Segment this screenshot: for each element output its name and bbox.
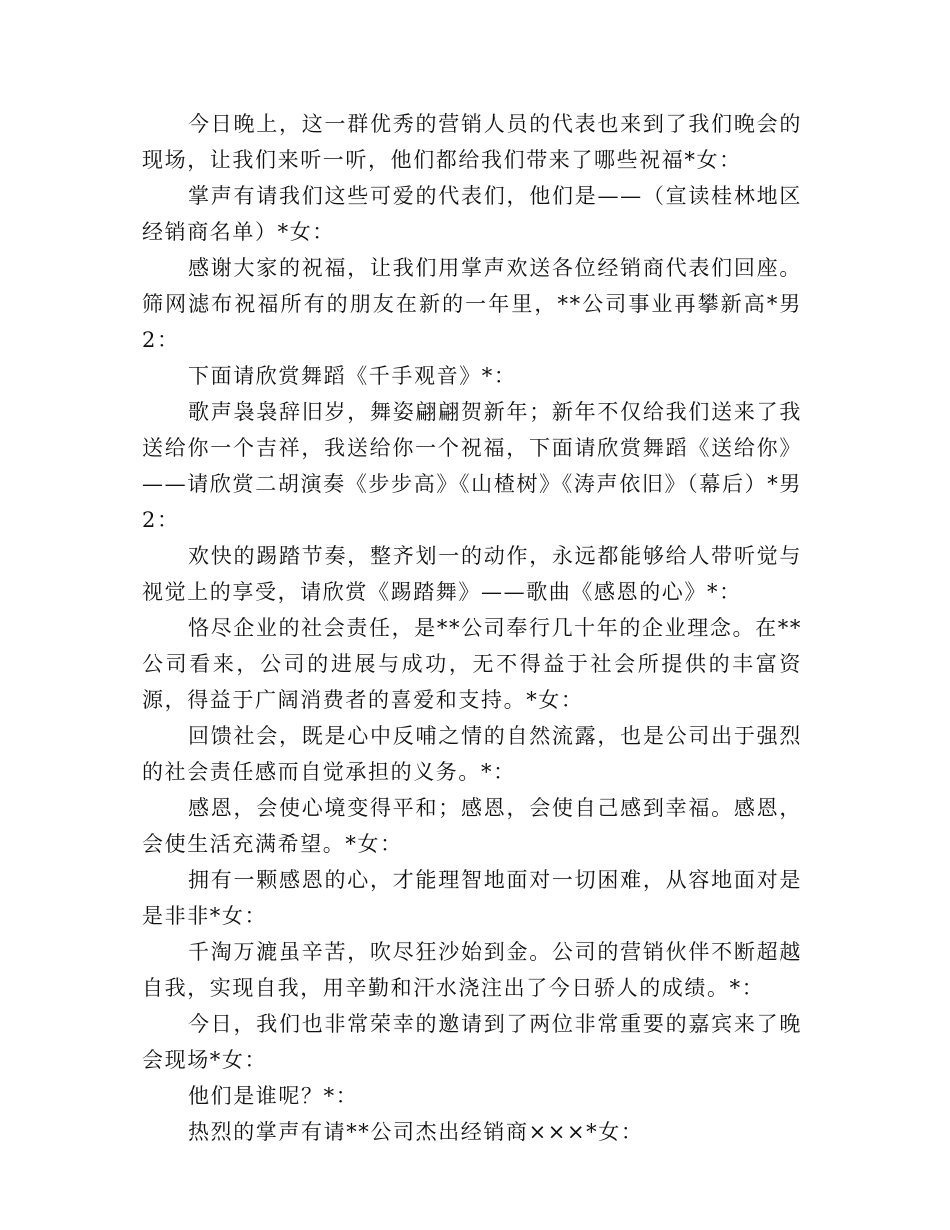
paragraph: 今日，我们也非常荣幸的邀请到了两位非常重要的嘉宾来了晚会现场*女： xyxy=(142,1012,802,1072)
paragraph: 掌声有请我们这些可爱的代表们，他们是——（宣读桂林地区经销商名单）*女： xyxy=(142,184,802,244)
paragraph: 歌声袅袅辞旧岁，舞姿翩翩贺新年；新年不仅给我们送来了我送给你一个吉祥，我送给你一个祝福，下面请欣赏舞蹈《送给你》——请欣赏二胡演奏《步步高》《山楂树》《涛声依旧》（幕后）*男2： xyxy=(142,400,802,532)
paragraph: 今日晚上，这一群优秀的营销人员的代表也来到了我们晚会的现场，让我们来听一听，他们都给我们带来了哪些祝福*女： xyxy=(142,112,802,172)
paragraph: 恪尽企业的社会责任，是**公司奉行几十年的企业理念。在**公司看来，公司的进展与成功，无不得益于社会所提供的丰富资源，得益于广阔消费者的喜爱和支持。*女： xyxy=(142,616,802,712)
paragraph: 感谢大家的祝福，让我们用掌声欢送各位经销商代表们回座。筛网滤布祝福所有的朋友在新的一年里，**公司事业再攀新高*男2： xyxy=(142,256,802,352)
document-body xyxy=(142,106,802,1150)
paragraph: 拥有一颗感恩的心，才能理智地面对一切困难，从容地面对是是非非*女： xyxy=(142,868,802,928)
paragraph: 热烈的掌声有请**公司杰出经销商×××*女： xyxy=(188,1120,644,1144)
paragraph: 欢快的踢踏节奏，整齐划一的动作，永远都能够给人带听觉与视觉上的享受，请欣赏《踢踏舞》——歌曲《感恩的心》*： xyxy=(142,544,802,604)
paragraph: 感恩，会使心境变得平和；感恩，会使自己感到幸福。感恩，会使生活充满希望。*女： xyxy=(142,796,802,856)
paragraph: 千淘万漉虽辛苦，吹尽狂沙始到金。公司的营销伙伴不断超越自我，实现自我，用辛勤和汗水浇注出了今日骄人的成绩。*： xyxy=(142,940,802,1000)
paragraph: 下面请欣赏舞蹈《千手观音》*： xyxy=(188,364,517,388)
paragraph: 他们是谁呢？*： xyxy=(188,1084,359,1108)
paragraph: 回馈社会，既是心中反哺之情的自然流露，也是公司出于强烈的社会责任感而自觉承担的义务。*： xyxy=(142,724,802,784)
